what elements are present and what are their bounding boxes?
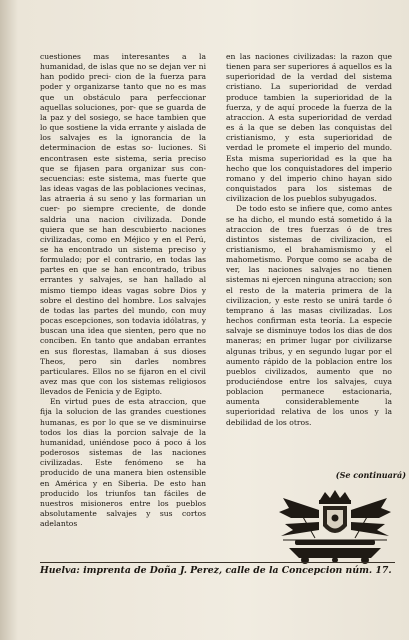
right-paragraph-1: en las naciones civilizadas: la razon que tienen para ser superiores á aquellos es la superioridad de la verdad del sistema cristiano. La superioridad de verdad produce tambien la superioridad de la fuerza, y de aquí procede la fuerza de la atraccion. A esta superioridad de verdad es á la que se deben las conquistas del cristianismo, y esta superioridad de verdad le promete el imperio del mundo. Esta misma superioridad es la que ha hecho que los conquistadores del imperio romano y del imperio chino hayan sido conquistados para los sistemas de civilizacion de los pueblos subyugados. [226,52,392,204]
left-paragraph-1: cuestiones mas interesantes a la humanidad, de islas que no se dejan ver ni han podido preci- cion de la fuerza para poder y organizarse tanto que no es mas que un obstáculo para perfeccionar aquellas soluciones, por- que se guarda de la paz y del sosiego, se hace tambien que lo que sostiene la vida errante y aislada de los salvajes es la ignorancia de la determinacion de estas so- luciones. Si encontrasen este sistema, seria preciso que se fijasen para organizar sus con- secuencias: este sistema, mas fuerte que las ideas vagas de las poblaciones vecinas, las atraeria á su seno y las formarian un cuer- po siempre creciente, de donde saldria una nacion civilizada. Donde quiera que se han descubierto naciones civilizadas, como en Méjico y en el Perú, se ha encontrado un sistema preciso y formulado; por el contrario, en todas las partes en que se han encontrado, tribus errantes y salvajes, se han hallado al mismo tiempo ideas vagas sobre Dios y sobre el destino del hombre. Los salvajes de todas las partes del mundo, con muy pocas escepciones, son todavia idólatras, y buscan una idea que sienten, pero que no conciben. En tanto que andaban errantes en sus florestas, llamaban á sus dioses Theos, pero sin darles nombres particulares. Ellos no se fijaron en el civil avez mas que con los sistemas religiosos llevados de Fenicia y de Egipto. [40,52,206,397]
continued-label: (Se continuará) [335,470,406,480]
right-paragraph-2: De todo esto se infiere que, como antes se ha dicho, el mundo está sometido á la atraccion de tres fuerzas ó de tres distintos sistemas de civilizacion, el cristianismo, el brahamismismo y el mahometismo. Porque como se acaba de ver, las naciones salvajes no tienen sistemas ni ejercen ninguna atraccion; son el resto de la materia primera de la civilizacion, y este resto se unirá tarde ó temprano á las masas civilizadas. Los hechos confirman esta teoría. La especie salvaje se disminuye todos los dias de dos maneras; en primer lugar por civilizarse algunas tribus, y en segundo lugar por el aumento rápido de la poblacion entre los pueblos civilizados, aumento que no produciéndose entre los salvajes, cuya poblacion permanece estacionaria, aumenta considerablemente la superioridad relativa de los unos y la debilidad de los otros. [226,204,392,427]
footer-imprint: Huelva: imprenta de Doña J. Perez, calle de la Concepcion núm. 17. [40,562,395,576]
left-paragraph-2: En virtud pues de esta atraccion, que fija la solucion de las grandes cuestiones humanas, es por lo que se ve disminuirse todos los dias la porcion salvaje de la humanidad, uniéndose poco á poco á los poderosos sistemas de las naciones civilizadas. Este fenómeno se ha producido de una manera bien ostensible en América y en Siberia. De esto han producido los triunfos tan fáciles de nuestros misioneros entre los pueblos absolutamente salvajes y sus cortos adelantos [40,397,206,529]
right-column [226,52,392,470]
left-column [40,52,206,562]
coat-of-arms-ornament-icon [275,488,395,566]
